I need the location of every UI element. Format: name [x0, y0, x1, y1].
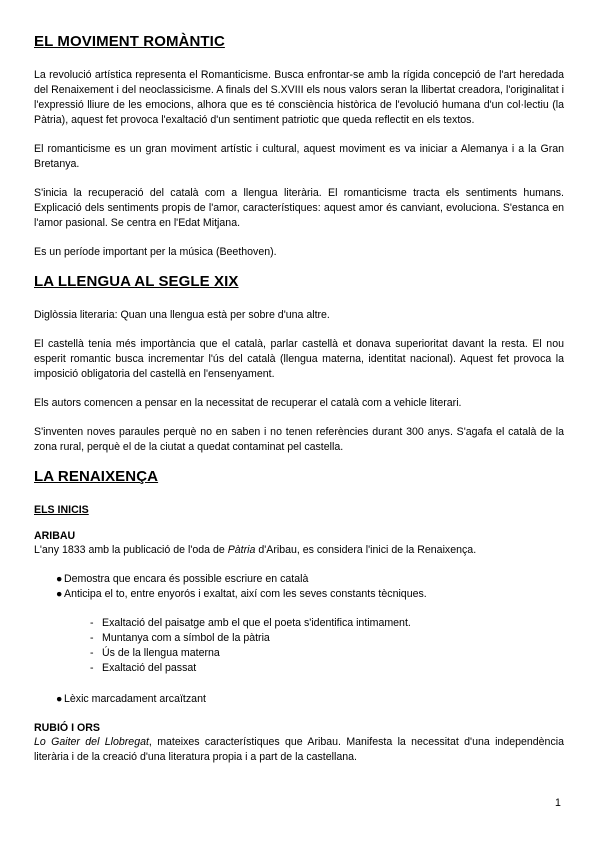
paragraph: S'inventen noves paraules perquè no en saben i no tenen referències durant 300 anys. S'agafa el català de la zona rural, perquè el de la ciutat a quedat contaminat pel castella. — [34, 426, 564, 453]
section-title-llengua-segle-xix: LA LLENGUA AL SEGLE XIX — [34, 273, 239, 290]
dash-icon: - — [90, 647, 94, 659]
list-item-text: Demostra que encara és possible escriure en català — [64, 573, 309, 585]
text-run: , mateixes característiques que Aribau. Manifesta la necessitat d'una independència literària i de la creació d'una literatura propia i a part de la castellana. — [34, 736, 564, 763]
paragraph: S'inicia la recuperació del català com a llengua literària. El romanticisme tracta els sentiments humans. Explicació dels sentiments propis de l'amor, característiques: aquest amor és canviant, evoluciona. S'estanca en l'amor pasional. Se centra en l'Edat Mitjana. — [34, 187, 564, 229]
aribau-bullet-list-2 — [34, 692, 564, 707]
rubio-intro — [34, 735, 564, 765]
bullet-icon: ● — [56, 693, 63, 705]
aribau-intro — [34, 543, 564, 558]
paragraph: Es un període important per la música (Beethoven). — [34, 246, 277, 258]
list-item-text: Exaltació del passat — [102, 662, 197, 674]
section-title-renaixenca: LA RENAIXENÇA — [34, 468, 159, 485]
work-title-gaiter: Lo Gaiter del Llobregat — [34, 736, 149, 748]
list-item-text: Exaltació del paisatge amb el que el poeta s'identifica intimament. — [102, 617, 411, 629]
list-item — [34, 661, 564, 676]
list-item-text: Anticipa el to, entre enyorós i exaltat, així com les seves constants tècniques. — [64, 588, 427, 600]
text-run: d'Aribau, es considera l'inici de la Renaixença. — [255, 544, 477, 556]
list-item — [34, 692, 564, 707]
dash-icon: - — [90, 632, 94, 644]
list-item — [34, 646, 564, 661]
work-title-patria: Pàtria — [227, 544, 256, 556]
text-run: L'any 1833 amb la publicació de l'oda de — [34, 544, 228, 556]
dash-icon: - — [90, 617, 94, 629]
document-page — [34, 32, 564, 779]
list-item — [34, 587, 564, 602]
list-item-text: Muntanya com a símbol de la pàtria — [102, 632, 270, 644]
list-item-text: Lèxic marcadament arcaïtzant — [64, 693, 206, 705]
paragraph: El castellà tenia més importància que el català, parlar castellà et donava superioritat davant la resta. El nou esperit romantic busca incrementar l'ús del català (llengua materna, identitat nacional). Aquest fet provoca la imposició obligatoria del castellà en l'ensenyament. — [34, 338, 564, 380]
subsection-title-inicis: ELS INICIS — [34, 504, 89, 516]
author-heading-aribau: ARIBAU — [34, 530, 76, 542]
bullet-icon: ● — [56, 588, 63, 600]
list-item-text: Ús de la llengua materna — [102, 647, 220, 659]
paragraph: El romanticisme es un gran moviment artístic i cultural, aquest moviment es va iniciar a Alemanya i a la Gran Bretanya. — [34, 143, 564, 170]
list-item — [34, 616, 564, 631]
author-heading-rubio-i-ors: RUBIÓ I ORS — [34, 722, 100, 734]
paragraph: La revolució artística representa el Romanticisme. Busca enfrontar-se amb la rígida concepció de l'art heredada del Renaixement i del neoclassicisme. A finals del S.XVIII els nous valors seran la llibertat creadora, l'originalitat i l'expressió lliure de les emocions, alhora que es té consciència històrica de l'evolució humana d'un col·lectiu (la Pàtria), aquest fet provoca l'exaltació d'un sentiment patriotic que queda reflectit en els textos. — [34, 69, 564, 126]
section-title-moviment-romantic: EL MOVIMENT ROMÀNTIC — [34, 33, 225, 50]
paragraph: Els autors comencen a pensar en la necessitat de recuperar el català com a vehicle literari. — [34, 397, 462, 409]
list-item — [34, 572, 564, 587]
bullet-icon: ● — [56, 573, 63, 585]
aribau-bullet-list — [34, 572, 564, 602]
dash-icon: - — [90, 662, 94, 674]
paragraph: Diglòssia literaria: Quan una llengua està per sobre d'una altre. — [34, 309, 330, 321]
page-number: 1 — [555, 797, 561, 809]
aribau-dash-list — [34, 616, 564, 676]
list-item — [34, 631, 564, 646]
